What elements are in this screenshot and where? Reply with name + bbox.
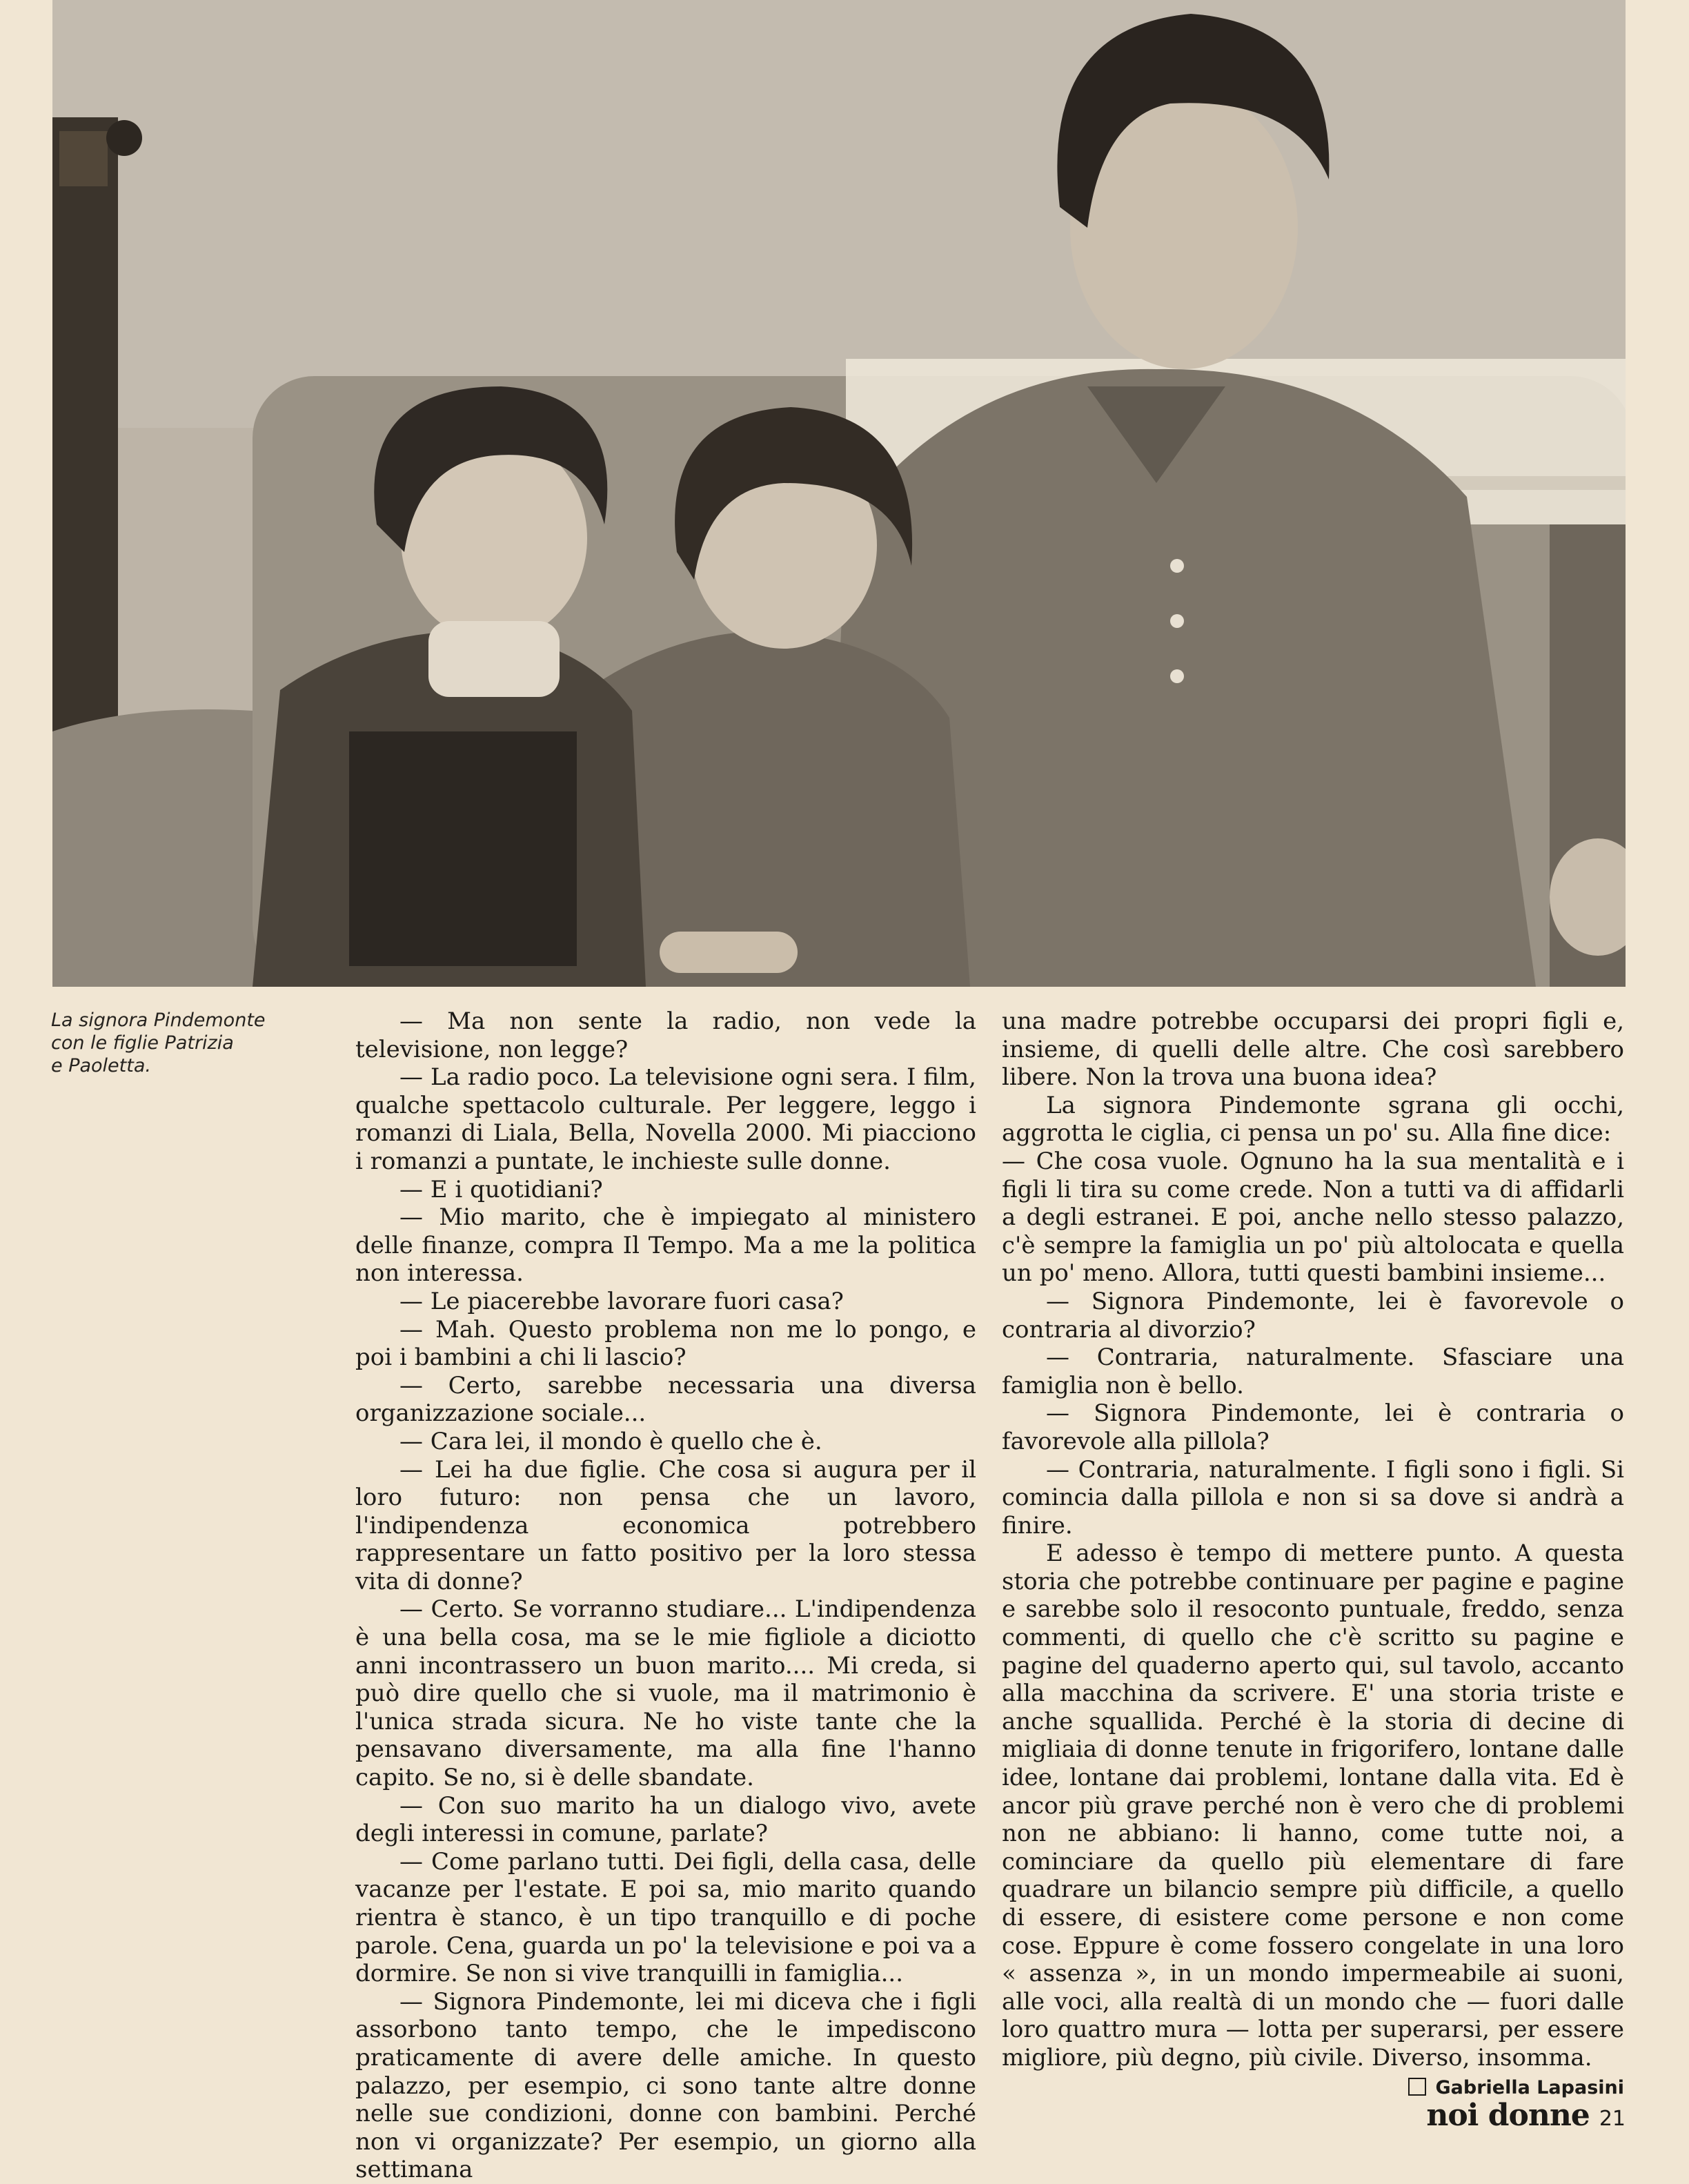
page-number: 21	[1599, 2107, 1626, 2131]
paragraph: — Signora Pindemonte, lei è contraria o favorevole alla pillola?	[1002, 1399, 1624, 1455]
page-footer	[1426, 2098, 1626, 2133]
paragraph: — Ma non sente la radio, non vede la televisione, non legge?	[355, 1007, 976, 1063]
paragraph: — Certo. Se vorranno studiare... L'indipendenza è una bella cosa, ma se le mie figliole a diciotto anni incontrassero un buon marito.... Mi creda, si può dire quello che si vuole, ma il matrimonio è l'unica strada sicura. Ne ho viste tante che la pensavano diversamente, ma alla fine l'hanno capito. Se no, si è delle sbandate.	[355, 1595, 976, 1792]
paragraph: — Lei ha due figlie. Che cosa si augura per il loro futuro: non pensa che un lavoro, l'indipendenza economica potrebbero rappresentare un fatto positivo per la loro stessa vita di donne?	[355, 1455, 976, 1595]
caption-line: La signora Pindemonte	[51, 1010, 266, 1031]
photo-caption	[51, 1009, 279, 1077]
article-column-2	[1002, 1007, 1624, 2100]
paragraph: — Come parlano tutti. Dei figli, della casa, delle vacanze per l'estate. E poi sa, mio marito quando rientra è stanco, è un tipo tranquillo e di poche parole. Cena, guarda un po' la televisione e poi va a dormire. Se non si vive tranquilli in famiglia...	[355, 1847, 976, 1988]
magazine-name: noi donne	[1426, 2098, 1590, 2133]
caption-line: e Paoletta.	[51, 1055, 151, 1076]
paragraph: — Mio marito, che è impiegato al ministero delle finanze, compra Il Tempo. Ma a me la politica non interessa.	[355, 1203, 976, 1288]
caption-line: con le figlie Patrizia	[51, 1032, 234, 1054]
paragraph: — Mah. Questo problema non me lo pongo, e poi i bambini a chi li lascio?	[355, 1315, 976, 1372]
photo-illustration	[52, 0, 1626, 987]
paragraph: — Con suo marito ha un dialogo vivo, avete degli interessi in comune, parlate?	[355, 1791, 976, 1848]
paragraph: La signora Pindemonte sgrana gli occhi, aggrotta le ciglia, ci pensa un po' su. Alla fine dice:	[1002, 1091, 1624, 1148]
author-name: Gabriella Lapasini	[1435, 2076, 1624, 2098]
paragraph: E adesso è tempo di mettere punto. A questa storia che potrebbe continuare per pagine e pagine e sarebbe solo il resoconto puntuale, freddo, senza commenti, di quello che c'è scritto su pagine e pagine del quaderno aperto qui, sul tavolo, accanto alla macchina da scrivere. E' una storia triste e anche squallida. Perché è la storia di decine di migliaia di donne tenute in frigorifero, lontane dalle idee, lontane dai problemi, lontane dalla vita. Ed è ancor più grave perché non è vero che di problemi non ne abbiano: li hanno, come tutte noi, a cominciare da quello più elementare di fare quadrare un bilancio sempre più difficile, a quello di essere, di esistere come persone e non come cose. Eppure è come fossero congelate in una loro « assenza », in un mondo impermeabile ai suoni, alle voci, alla realtà di un mondo che — fuori dalle loro quattro mura — lotta per superarsi, per essere migliore, più degno, più civile. Diverso, insomma.	[1002, 1539, 1624, 2072]
paragraph: — Certo, sarebbe necessaria una diversa organizzazione sociale...	[355, 1371, 976, 1428]
paragraph: — E i quotidiani?	[399, 1175, 603, 1203]
article-column-1	[355, 1007, 976, 2184]
paragraph: — Signora Pindemonte, lei è favorevole o contraria al divorzio?	[1002, 1287, 1624, 1344]
author-signature	[1002, 2076, 1624, 2100]
paragraph-continuation: una madre potrebbe occuparsi dei propri figli e, insieme, di quelli delle altre. Che così sarebbero libere. Non la trova una buona idea?	[1002, 1007, 1624, 1092]
family-photo	[52, 0, 1626, 987]
paragraph: — Contraria, naturalmente. I figli sono i figli. Si comincia dalla pillola e non si sa dove si andrà a finire.	[1002, 1455, 1624, 1539]
paragraph: — La radio poco. La televisione ogni sera. I film, qualche spettacolo culturale. Per leggere, leggo i romanzi di Liala, Bella, Novella 2000. Mi piacciono i romanzi a puntate, le inchieste sulle donne.	[355, 1063, 976, 1175]
paragraph: — Le piacerebbe lavorare fuori casa?	[399, 1287, 844, 1315]
paragraph: — Contraria, naturalmente. Sfasciare una famiglia non è bello.	[1002, 1344, 1624, 1399]
end-square-icon	[1408, 2078, 1426, 2096]
paragraph: — Cara lei, il mondo è quello che è.	[399, 1427, 822, 1455]
paragraph: — Che cosa vuole. Ognuno ha la sua mentalità e i figli li tira su come crede. Non a tutti va di affidarli a degli estranei. E poi, anche nello stesso palazzo, c'è sempre la famiglia un po' più altolocata e quella un po' meno. Allora, tutti questi bambini insieme...	[1002, 1147, 1624, 1288]
paragraph: — Signora Pindemonte, lei mi diceva che i figli assorbono tanto tempo, che le impediscono praticamente di avere delle amiche. In questo palazzo, per esempio, ci sono tante altre donne nelle sue condizioni, donne con bambini. Perché non vi organizzate? Per esempio, un giorno alla settimana	[355, 1987, 976, 2184]
